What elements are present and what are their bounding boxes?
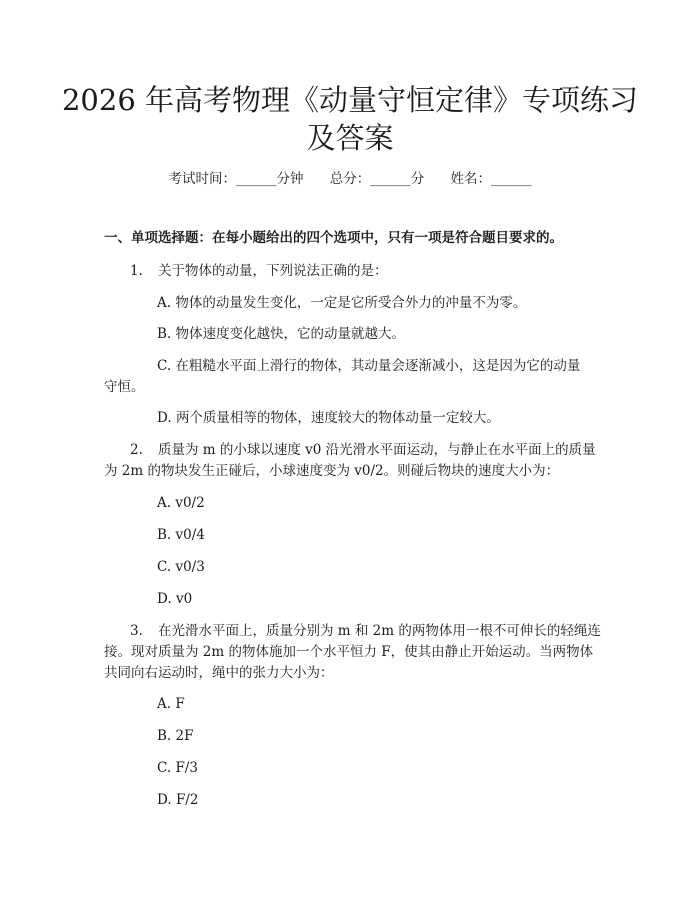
student-name-blank: ______ [491,171,532,187]
exam-meta-info [0,170,700,188]
option-item [157,590,192,608]
question-number: 3. [130,623,143,639]
option-text-continuation: 守恒。 [104,379,145,395]
option-text: 物体速度变化越快，它的动量就越大。 [175,326,406,342]
option-item [157,558,205,576]
option-text: v0/2 [175,495,205,511]
option-label: D. [157,792,172,808]
option-label: C. [157,760,172,776]
option-text: F/3 [175,760,198,776]
option-label: C. [157,358,172,374]
question-stem [130,622,601,640]
option-item [157,325,405,343]
question-stem-line: 质量为 m 的小球以速度 v0 沿光滑水平面运动，与静止在水平面上的质量 [158,442,596,458]
option-item [157,791,198,809]
student-name-field [451,170,532,188]
total-score-field [330,170,425,188]
total-score-unit: 分 [410,171,425,187]
question-number: 2. [130,442,143,458]
option-label: B. [157,728,172,744]
total-score-blank: ______ [370,171,411,187]
exam-time-blank: ______ [235,171,277,187]
option-text: v0/4 [175,527,205,543]
option-item [157,409,500,427]
question-stem-continuation: 接。现对质量为 2m 的物体施加一个水平恒力 F，使其由静止开始运动。当两物体 [104,644,594,660]
section-heading: 一、单项选择题：在每小题给出的四个选项中，只有一项是符合题目要求的。 [104,230,563,246]
option-item [157,526,205,544]
option-label: A. [157,295,172,311]
option-label: D. [157,591,172,607]
question-stem-continuation: 为 2m 的物块发生正碰后，小球速度变为 v0/2。则碰后物块的速度大小为： [104,463,560,479]
option-label: C. [157,559,172,575]
exam-title-line-2: 及答案 [306,121,394,155]
total-score-label: 总分： [329,171,371,187]
question-stem-continuation: 共同向右运动时，绳中的张力大小为： [104,665,334,681]
option-item [157,759,198,777]
option-text: 在粗糙水平面上滑行的物体，其动量会逐渐减小，这是因为它的动量 [175,358,581,374]
option-text: 2F [175,728,194,744]
option-text: 两个质量相等的物体，速度较大的物体动量一定较大。 [175,410,500,426]
exam-time-label: 考试时间： [168,171,236,187]
option-text: F [175,696,185,712]
student-name-label: 姓名： [450,171,492,187]
option-item [157,294,526,312]
option-item [157,727,193,745]
exam-time-unit: 分钟 [276,171,304,187]
question-stem-line: 在光滑水平面上，质量分别为 m 和 2m 的两物体用一根不可伸长的轻绳连 [158,623,601,639]
option-label: D. [157,410,172,426]
option-item [157,494,205,512]
option-item [157,357,580,375]
option-label: A. [157,696,172,712]
exam-time-field [168,170,303,188]
option-text: v0/3 [175,559,205,575]
option-text: 物体的动量发生变化，一定是它所受合外力的冲量不为零。 [175,295,527,311]
option-text: F/2 [175,792,199,808]
question-number: 1. [130,263,143,279]
option-label: B. [157,527,172,543]
exam-title-line-1: 2026 年高考物理《动量守恒定律》专项练习 [61,83,639,117]
question-stem [130,441,596,459]
question-stem [130,262,388,280]
question-stem-line: 关于物体的动量，下列说法正确的是： [158,263,388,279]
option-label: B. [157,326,172,342]
option-label: A. [157,495,172,511]
option-text: v0 [175,591,193,607]
option-item [157,695,185,713]
